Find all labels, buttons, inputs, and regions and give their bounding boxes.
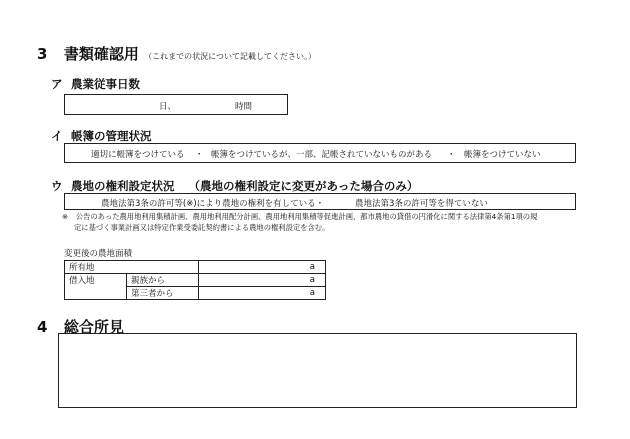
- table-row: [65, 274, 326, 287]
- general-comments-box[interactable]: [58, 333, 577, 408]
- hours-unit: 時間: [235, 102, 253, 112]
- subsection-a-heading: [51, 76, 140, 92]
- section-4-number: 4: [37, 318, 48, 336]
- subsection-u-subtitle: （農地の権利設定に変更があった場合のみ）: [188, 179, 419, 193]
- leased-label: 借入地: [65, 274, 127, 300]
- rights-footnote-line-2: 定に基づく事業計画又は特定作業受委託契約書による農地の権利設定を含む。: [74, 223, 330, 232]
- work-days-box[interactable]: [64, 94, 288, 115]
- subsection-a-label: ア: [51, 77, 63, 91]
- rights-footnote-line-1: ※ 公告のあった農用地利用集積計画、農用地利用配分計画、農用地利用集積等促進計画、都市農地の貸借の円滑化に関する法律第4条第1項の規: [62, 212, 538, 221]
- third-party-label: 第三者から: [127, 287, 199, 300]
- section-3-number: 3: [37, 45, 48, 63]
- footnote-mark: ※: [62, 212, 69, 221]
- section-3-note: （これまでの状況について記載してください。）: [144, 52, 316, 61]
- bookkeeping-option-3[interactable]: 帳簿をつけていない: [464, 150, 541, 160]
- relatives-unit[interactable]: a: [199, 274, 326, 287]
- rights-option-2[interactable]: 農地法第3条の許可等を得ていない: [355, 199, 488, 209]
- third-party-unit[interactable]: a: [199, 287, 326, 300]
- bookkeeping-box: [64, 143, 576, 163]
- bookkeeping-option-2[interactable]: 帳簿をつけているが、一部、記帳されていないものがある: [211, 150, 433, 160]
- days-unit: 日、: [159, 102, 177, 112]
- section-3-title: 書類確認用: [63, 45, 139, 63]
- subsection-u-title: 農地の権利設定状況: [71, 179, 175, 193]
- subsection-i-heading: [51, 128, 152, 144]
- subsection-i-label: イ: [51, 129, 63, 143]
- table-row: [65, 261, 326, 274]
- subsection-a-title: 農業従事日数: [71, 77, 141, 91]
- subsection-u-label: ウ: [51, 179, 63, 193]
- rights-box: [64, 193, 576, 210]
- section-3-heading: [37, 43, 316, 64]
- subsection-u-heading: [51, 178, 418, 194]
- owned-label: 所有地: [65, 261, 199, 274]
- owned-unit[interactable]: a: [199, 261, 326, 274]
- area-table: [64, 260, 326, 300]
- bookkeeping-separator-2: ・: [447, 150, 456, 160]
- area-title: 変更後の農地面積: [64, 249, 133, 259]
- section-4-title: 総合所見: [63, 318, 124, 336]
- rights-option-1[interactable]: 農地法第3条の許可等(※)により農地の権利を有している・: [101, 199, 325, 209]
- relatives-label: 親族から: [127, 274, 199, 287]
- bookkeeping-separator-1: ・: [195, 150, 204, 160]
- bookkeeping-option-1[interactable]: 適切に帳簿をつけている: [91, 150, 185, 160]
- subsection-i-title: 帳簿の管理状況: [71, 129, 152, 143]
